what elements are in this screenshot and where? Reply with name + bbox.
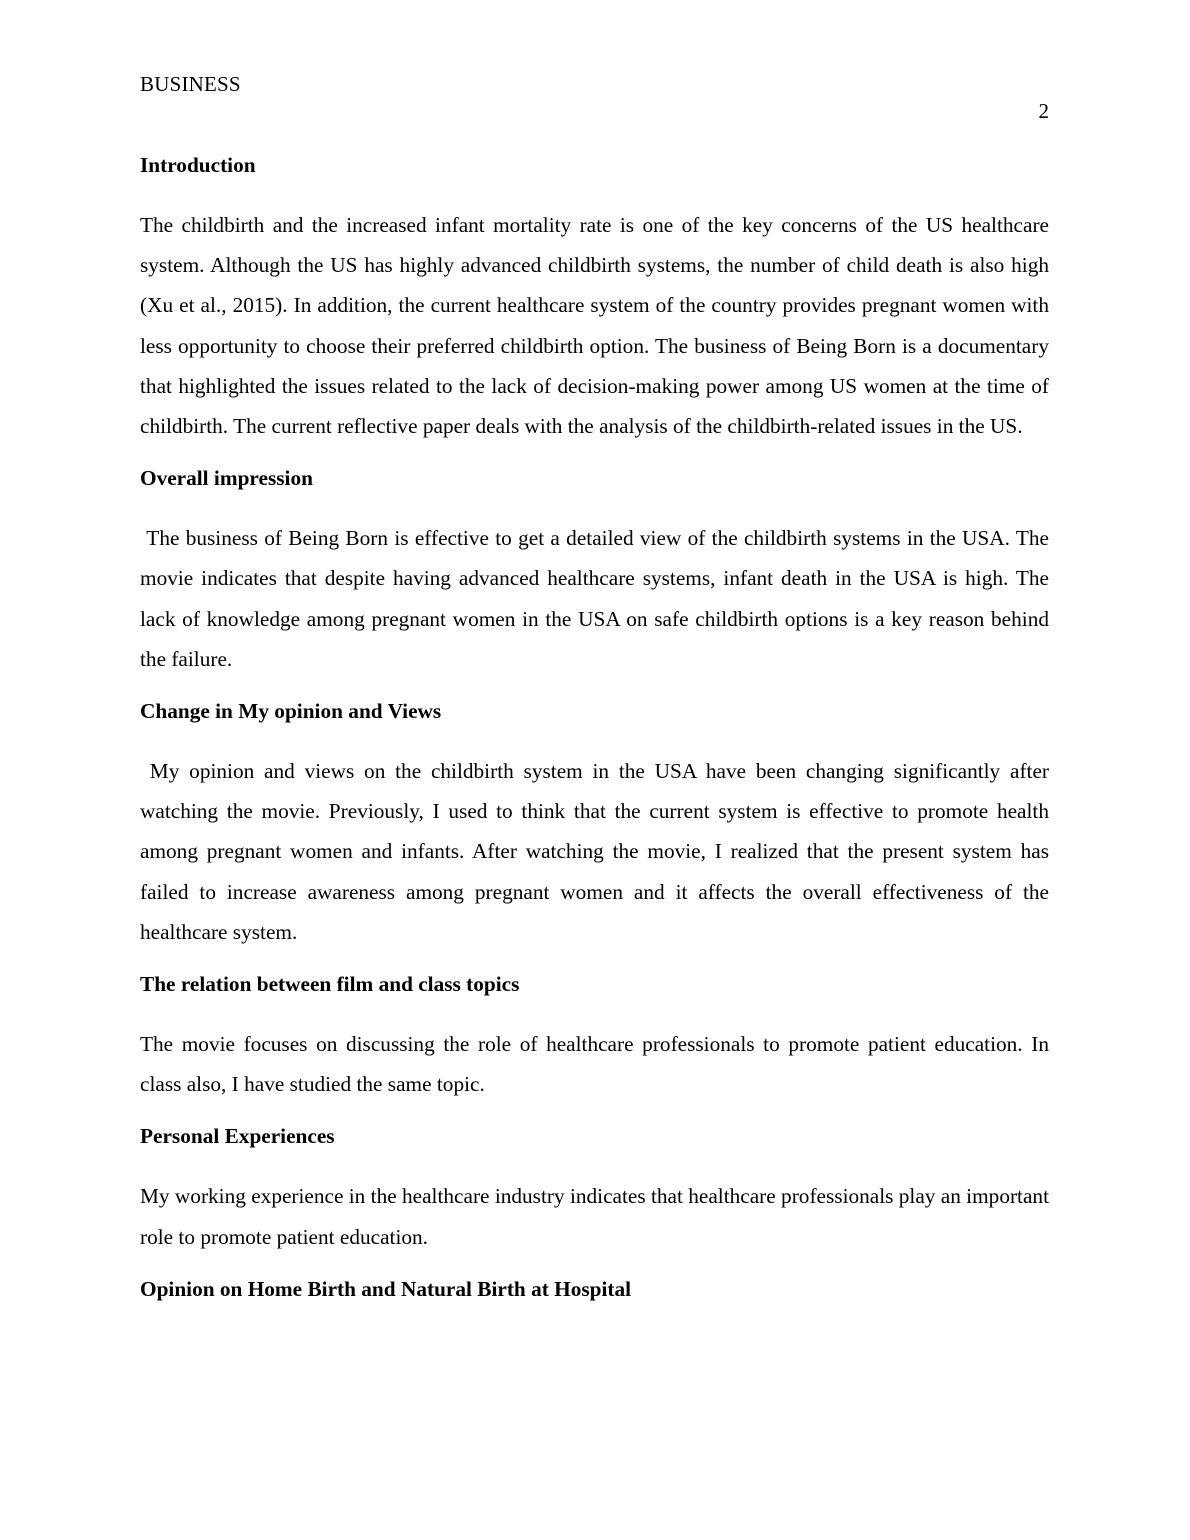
section-heading-personal-experiences: Personal Experiences [140, 1124, 335, 1149]
section-paragraph-personal-experiences: My working experience in the healthcare industry indicates that healthcare professionals play an important role to promote patient education. [140, 1184, 1049, 1249]
page-number: 2 [1038, 99, 1049, 123]
section-paragraph-change-in-opinion: My opinion and views on the childbirth system in the USA have been changing significantly after watching the movie. Previously, I used to think that the current system is effective to promote health among pregnant women and infants. After watching the movie, I realized that the present system has failed to increase awareness among pregnant women and it affects the overall effectiveness of the healthcare system. [140, 759, 1049, 944]
section-heading-film-class-relation: The relation between film and class topics [140, 972, 520, 997]
section-heading-home-vs-hospital-birth: Opinion on Home Birth and Natural Birth at Hospital [140, 1276, 632, 1301]
section-heading-change-in-opinion: Change in My opinion and Views [140, 699, 442, 724]
section-paragraph-film-class-relation: The movie focuses on discussing the role of healthcare professionals to promote patient education. In class also, I have studied the same topic. [140, 1032, 1049, 1097]
section-heading-overall-impression: Overall impression [140, 466, 313, 491]
document-body [140, 149, 1049, 1305]
section-paragraph-overall-impression: The business of Being Born is effective to get a detailed view of the childbirth systems in the USA. The movie indicates that despite having advanced healthcare systems, infant death in the USA is high. The lack of knowledge among pregnant women in the USA on safe childbirth options is a key reason behind the failure. [140, 526, 1049, 671]
section-heading-introduction: Introduction [140, 153, 256, 177]
section-paragraph-introduction: The childbirth and the increased infant mortality rate is one of the key concerns of the US healthcare system. Although the US has highly advanced childbirth systems, the number of child death is also high (Xu et al., 2015). In addition, the current healthcare system of the country provides pregnant women with less opportunity to choose their preferred childbirth option. The business of Being Born is a documentary that highlighted the issues related to the lack of decision-making power among US women at the time of childbirth. The current reflective paper deals with the analysis of the childbirth-related issues in the US. [140, 213, 1049, 439]
running-head: BUSINESS [140, 72, 241, 96]
